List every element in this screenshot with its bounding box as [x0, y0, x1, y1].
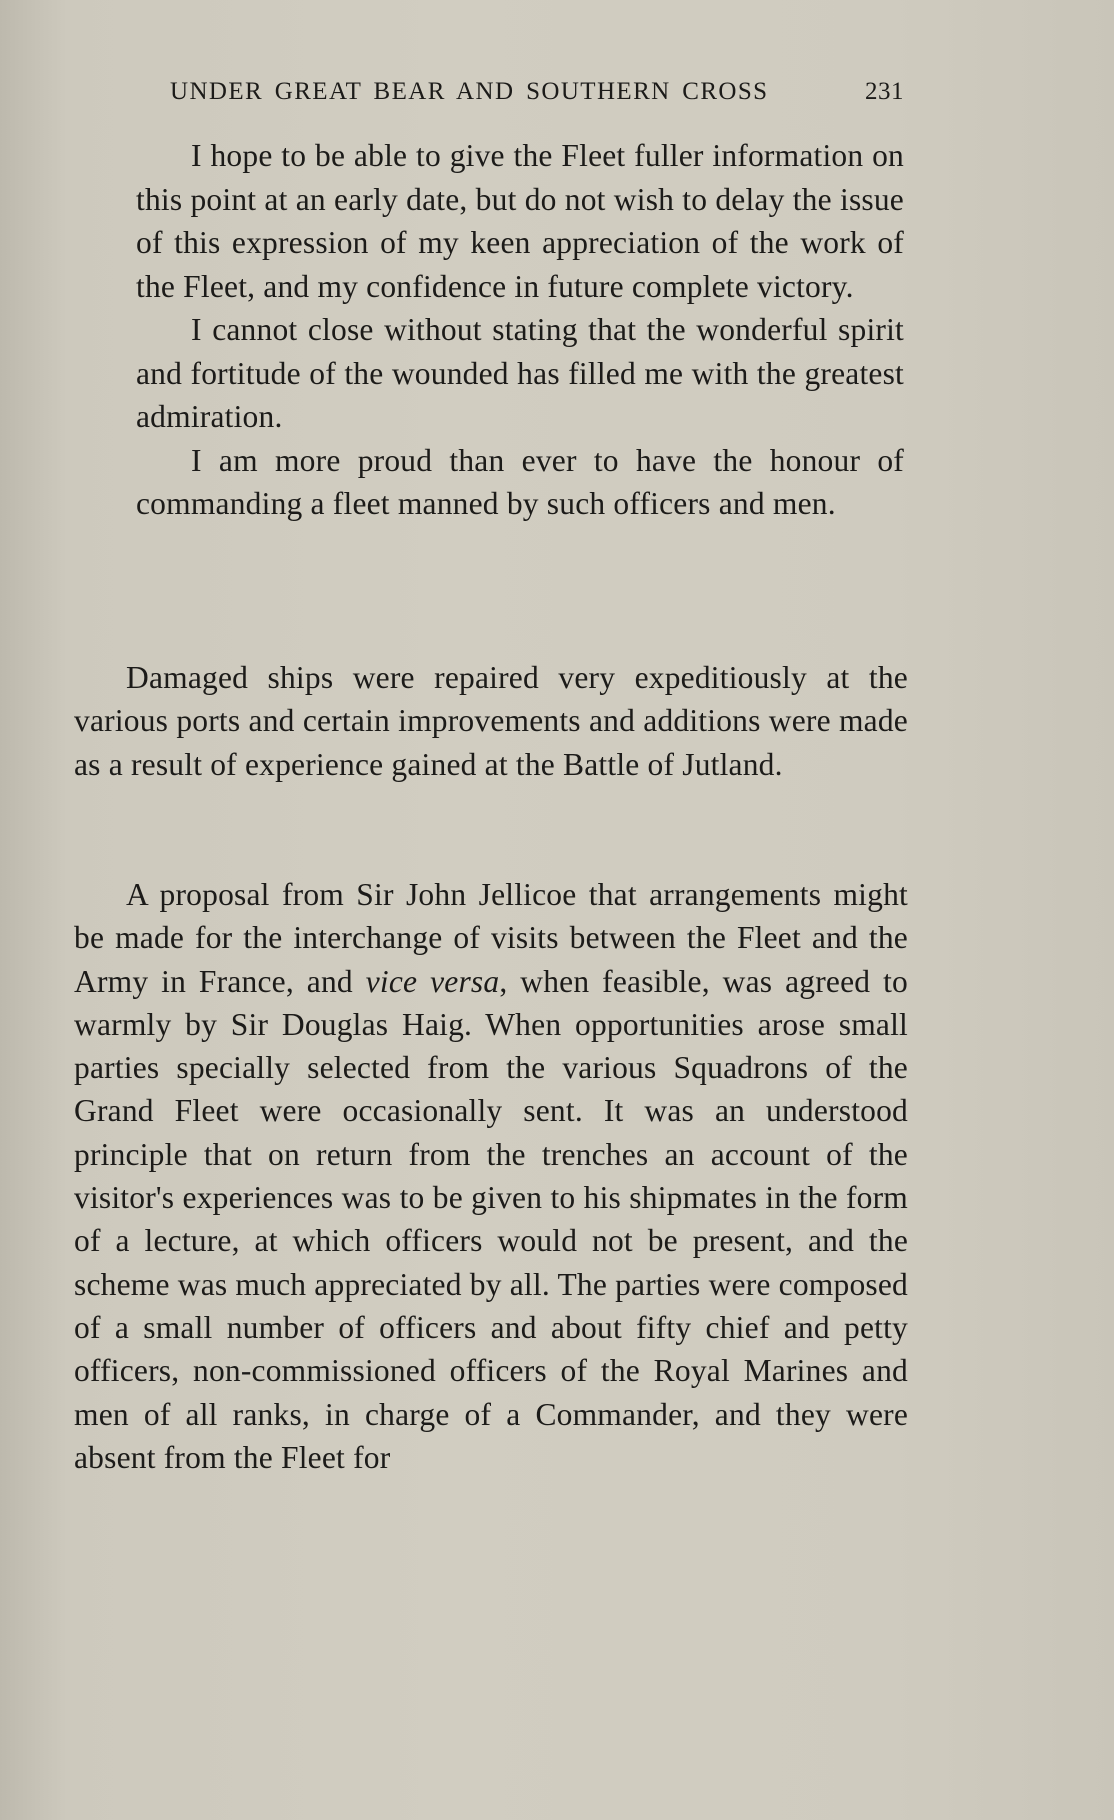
page-number: 231 — [865, 78, 904, 105]
quoted-letter — [136, 134, 904, 526]
body-paragraph-2 — [74, 873, 908, 1479]
running-title: UNDER GREAT BEAR AND SOUTHERN CROSS — [170, 78, 769, 105]
quote-paragraph-2: I cannot close without stating that the wonderful spirit and fortitude of the wounded has filled me with the greatest admiration. — [136, 312, 904, 434]
quote-paragraph-3: I am more proud than ever to have the honour of commanding a fleet manned by such officers and men. — [136, 442, 904, 521]
paragraph-2-italic: vice versa — [365, 963, 500, 999]
paragraph-2-end: , when feasible, was agreed to warmly by Sir Douglas Haig. When opportunities arose small parties specially selected from the various Squadrons of the Grand Fleet were occasionally sent. It was an understood principle that on return from the trenches an account of the visitor's experiences was to be given to his shipmates in the form of a lecture, at which officers would not be present, and the scheme was much appreciated by all. The parties were composed of a small number of officers and about fifty chief and petty officers, non-commissioned officers of the Royal Marines and men of all ranks, in charge of a Commander, and they were absent from the Fleet for — [74, 963, 908, 1475]
running-head — [170, 78, 904, 112]
quote-paragraph-1: I hope to be able to give the Fleet fuller information on this point at an early date, but do not wish to delay the issue of this expression of my keen appreciation of the work of the Fleet, and my confidence in future complete victory. — [136, 138, 904, 304]
body-paragraph-1: Damaged ships were repaired very expeditiously at the various ports and certain improvements and additions were made as a result of experience gained at the Battle of Jutland. — [74, 660, 908, 782]
paragraph-2-start: A proposal from Sir John Jellicoe that arrangements might be made for the interchange of visits between the Fleet and the Army in France, and — [74, 877, 908, 999]
